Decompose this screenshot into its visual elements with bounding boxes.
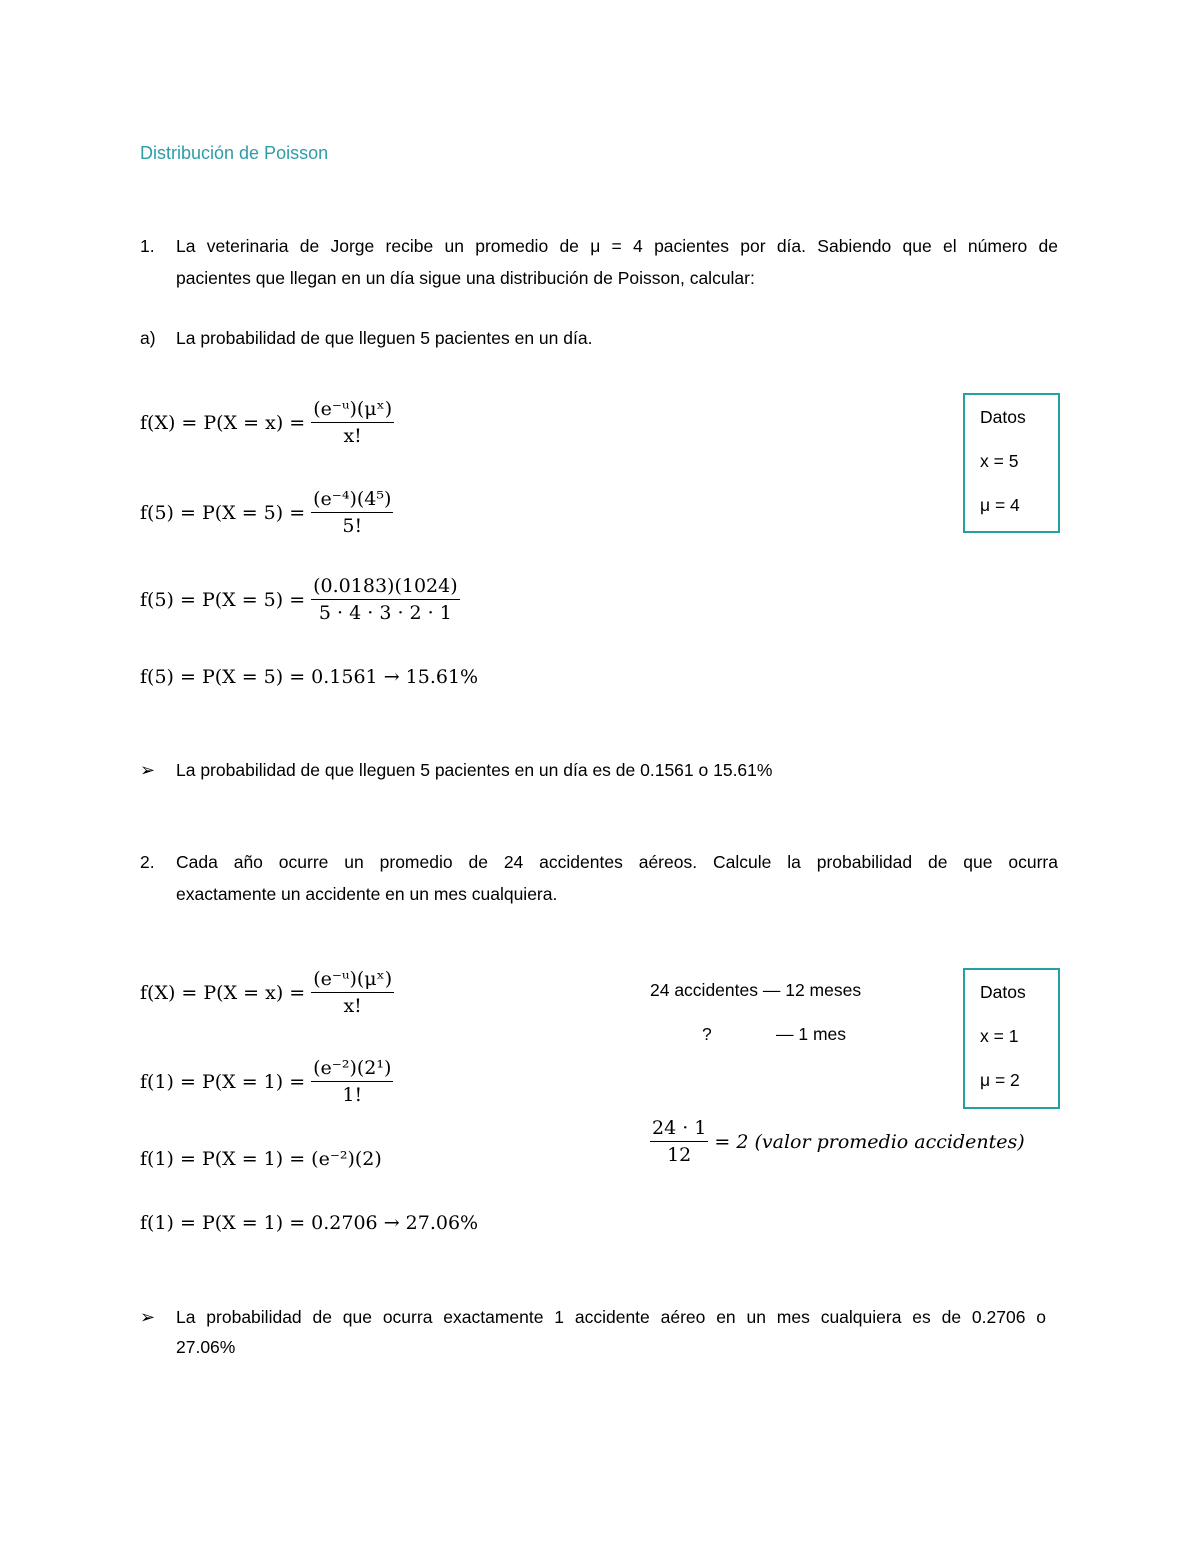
p1-equation-result: f(5) = P(X = 5) = 0.1561 → 15.61% [140,666,479,688]
p2-equation-substituted [140,1057,393,1106]
p2-datos-box [963,968,1060,1109]
p2-eq1-lhs: f(X) = P(X = x) = [140,981,306,1004]
p2-rule-line2: — 1 mes [776,1024,847,1044]
p2-conclusion-line2: 27.06% [176,1337,236,1357]
problem1-text-line1: La veterinaria de Jorge recibe un promedio de μ = 4 pacientes por día. Sabiendo que el número de [176,236,1058,256]
p2-equation-numeric: f(1) = P(X = 1) = (e⁻²)(2) [140,1148,382,1170]
p1-eq3-denominator: 5 · 4 · 3 · 2 · 1 [318,602,452,624]
p1-datos-x: x = 5 [980,451,1019,471]
p2-rule-line1: 24 accidentes — 12 meses [650,980,862,1000]
p1-eq3-numerator: (0.0183)(1024) [311,575,460,600]
p1-equation-general [140,398,394,447]
p2-equation-general [140,968,394,1017]
p2-eq2-numerator: (e⁻²)(2¹) [311,1057,393,1082]
p1-eq3-lhs: f(5) = P(X = 5) = [140,588,306,611]
p1-eq2-numerator: (e⁻⁴)(4⁵) [311,488,393,513]
p1-eq1-fraction [311,398,394,447]
p1-eq2-lhs: f(5) = P(X = 5) = [140,501,306,524]
p1-datos-mu: μ = 4 [980,495,1020,515]
problem1-number: 1. [140,236,155,256]
p1-datos-title: Datos [980,407,1026,427]
p2-eq2-lhs: f(1) = P(X = 1) = [140,1070,306,1093]
p2-datos-x: x = 1 [980,1026,1019,1046]
p2-eq2-denominator: 1! [342,1084,363,1106]
p2-equation-result: f(1) = P(X = 1) = 0.2706 → 27.06% [140,1212,479,1234]
p2-eq2-fraction [311,1057,393,1106]
p1-eq3-fraction [311,575,460,624]
p2-calc-fraction [650,1117,708,1166]
p2-datos-title: Datos [980,982,1026,1002]
problem2-number: 2. [140,852,155,872]
p2-conclusion-line1: La probabilidad de que ocurra exactamente 1 accidente aéreo en un mes cualquiera es de 0.2706 o [176,1307,1046,1327]
p1-datos-box [963,393,1060,533]
p2-eq1-denominator: x! [343,995,362,1017]
p1-eq1-lhs: f(X) = P(X = x) = [140,411,306,434]
p1-eq2-denominator: 5! [342,515,363,537]
p2-conclusion-arrow-icon: ➢ [140,1307,156,1327]
p2-datos-mu: μ = 2 [980,1070,1020,1090]
p1-equation-substituted [140,488,393,537]
p1-eq2-fraction [311,488,393,537]
p2-eq1-numerator: (e⁻ᵘ)(μˣ) [311,968,394,993]
p1-conclusion: La probabilidad de que lleguen 5 pacientes en un día es de 0.1561 o 15.61% [176,760,773,780]
p2-calculation [650,1117,1025,1166]
p2-calc-numerator: 24 · 1 [650,1117,708,1142]
p2-calc-rhs: = 2 (valor promedio accidentes) [714,1130,1025,1153]
problem1-text-line2: pacientes que llegan en un día sigue una distribución de Poisson, calcular: [176,268,755,288]
part-a-label: a) [140,328,156,348]
p1-equation-numeric [140,575,460,624]
part-a-text: La probabilidad de que lleguen 5 pacientes en un día. [176,328,593,348]
problem2-text-line2: exactamente un accidente en un mes cualquiera. [176,884,558,904]
p1-conclusion-arrow-icon: ➢ [140,760,156,780]
p1-eq1-numerator: (e⁻ᵘ)(μˣ) [311,398,394,423]
p2-calc-denominator: 12 [667,1144,692,1166]
page-title: Distribución de Poisson [140,143,329,163]
p1-eq1-denominator: x! [343,425,362,447]
p2-eq1-fraction [311,968,394,1017]
problem2-text-line1: Cada año ocurre un promedio de 24 accidentes aéreos. Calcule la probabilidad de que ocurra [176,852,1058,872]
p2-rule-question: ? [702,1024,712,1044]
